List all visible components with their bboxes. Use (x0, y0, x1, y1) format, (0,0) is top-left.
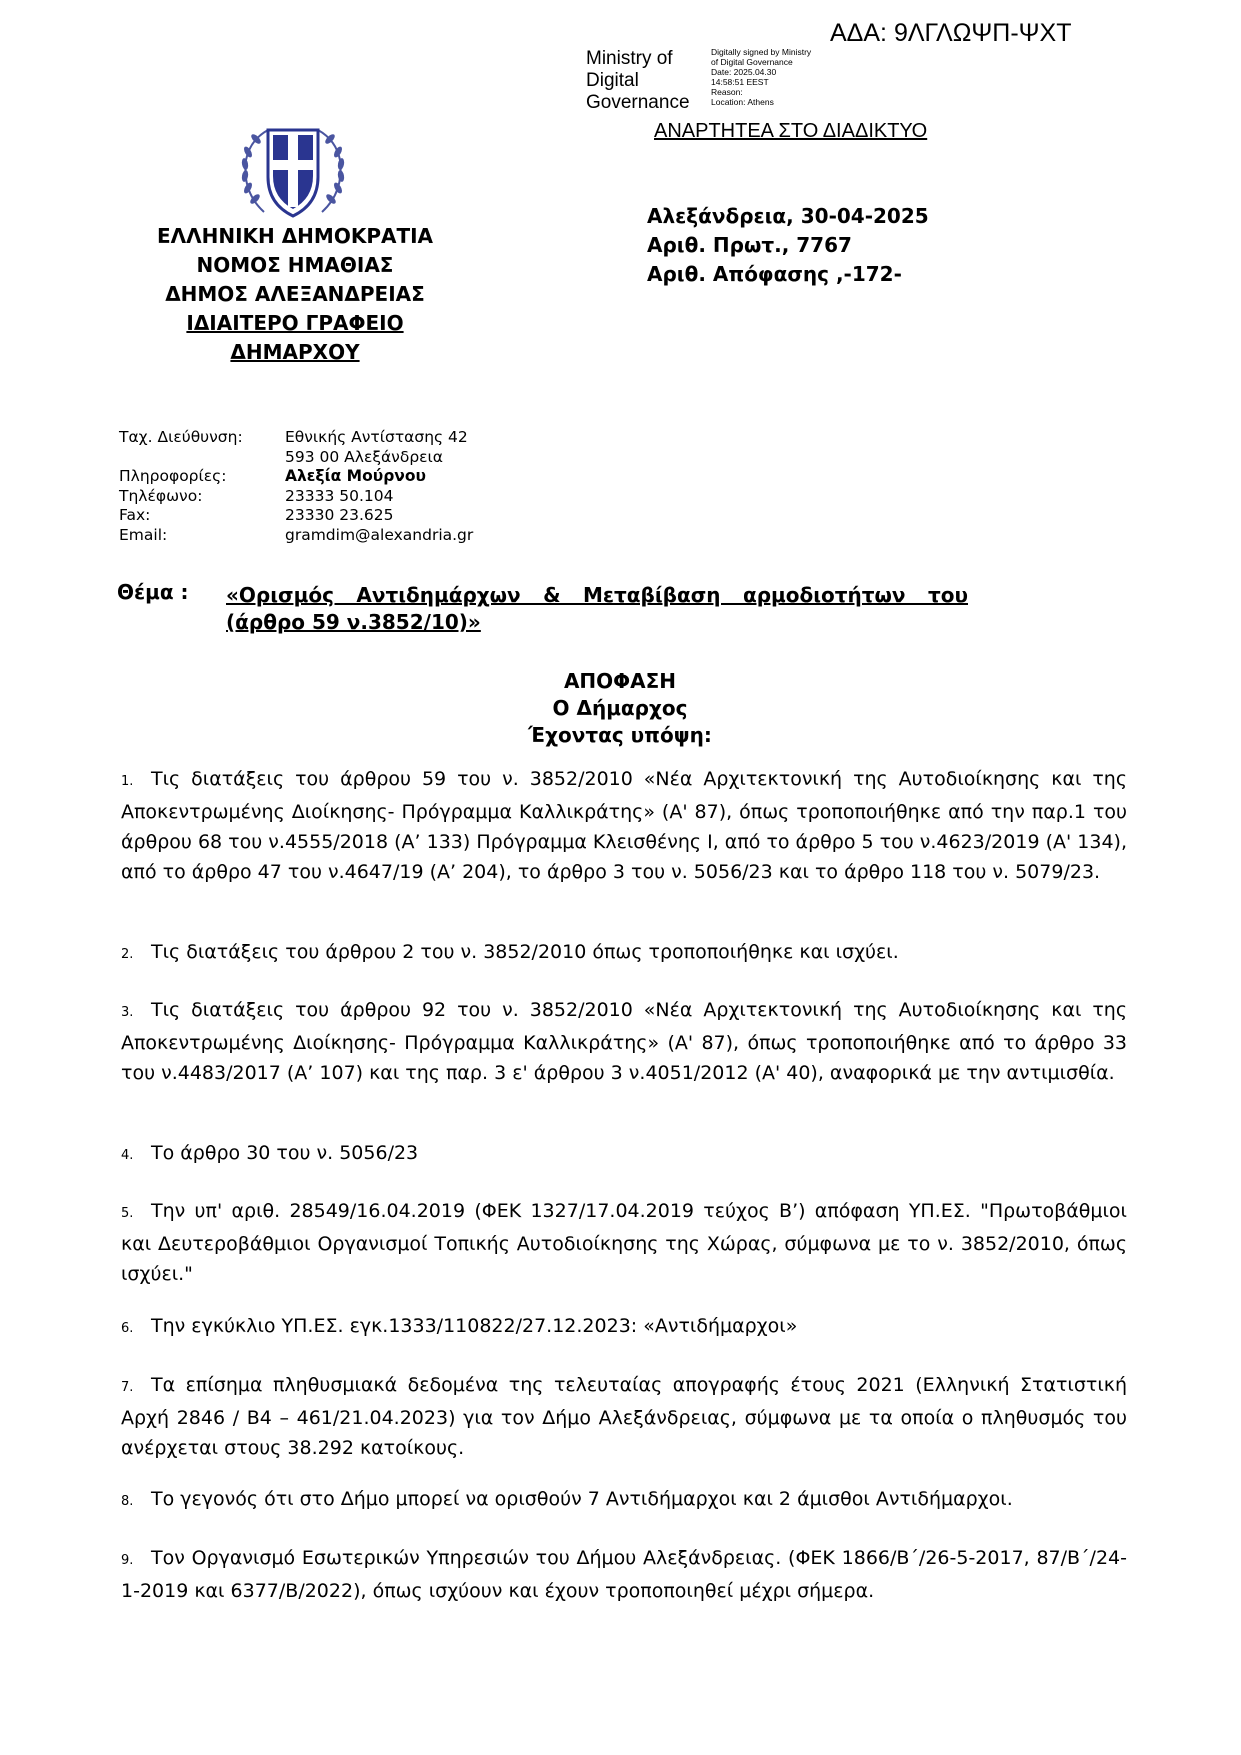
item-text: Το γεγονός ότι στο Δήμο μπορεί να ορισθούν 7 Αντιδήμαρχοι και 2 άμισθοι Αντιδήμαρχοι. (151, 1488, 1013, 1510)
authority-line: ΝΟΜΟΣ ΗΜΑΘΙΑΣ (196, 253, 394, 277)
address-line: 593 00 Αλεξάνδρεια (285, 447, 443, 466)
contact-details (119, 428, 473, 545)
consideration-item (121, 1311, 1127, 1344)
decision-subtitle: Ο Δήμαρχος (552, 696, 688, 720)
consideration-item (121, 995, 1127, 1088)
signature-detail-line: Digitally signed by Ministry (711, 47, 812, 57)
ada-code: ΑΔΑ: 9ΛΓΛΩΨΠ-ΨΧΤ (830, 19, 1072, 47)
decision-title: ΑΠΟΦΑΣΗ (563, 669, 677, 693)
authority-line: ΔΗΜΑΡΧΟΥ (230, 340, 360, 364)
signature-detail-line: of Digital Governance (711, 57, 793, 67)
consideration-item (121, 1543, 1127, 1606)
fax-label: Fax: (119, 506, 151, 524)
item-text: Τον Οργανισμό Εσωτερικών Υπηρεσιών του Δήμου Αλεξάνδρειας. (ΦΕΚ 1866/Β΄/26-5-2017, 87/Β΄/24-1-2019 και 6377/Β/2022), όπως ισχύουν και έχουν τροποποιηθεί μέχρι σήμερα. (121, 1547, 1127, 1602)
signature-detail-line: 14:58:51 EEST (711, 77, 769, 87)
address-line: Εθνικής Αντίστασης 42 (285, 428, 468, 446)
item-text: Την υπ' αριθ. 28549/16.04.2019 (ΦΕΚ 1327/17.04.2019 τεύχος Β’) απόφαση ΥΠ.ΕΣ. "Πρωτοβάθμιοι και Δευτεροβάθμιοι Οργανισμοί Τοπικής Αυτοδιοίκησης της Χώρας, σύμφωνα με το ν. 3852/2010, όπως ισχύει." (121, 1200, 1127, 1285)
item-number: 7. (121, 1380, 134, 1395)
signature-org-line: Ministry of (586, 48, 673, 69)
date-block (647, 202, 929, 289)
phone-value: 23333 50.104 (285, 486, 394, 505)
signature-detail-line: Reason: (711, 87, 743, 97)
publish-note: ΑΝΑΡΤΗΤΕΑ ΣΤΟ ΔΙΑΔΙΚΤΥΟ (654, 120, 928, 142)
authority-line: ΕΛΛΗΝΙΚΗ ΔΗΜΟΚΡΑΤΙΑ (156, 224, 434, 248)
fax-value: 23330 23.625 (285, 506, 394, 524)
signature-detail-line: Date: 2025.04.30 (711, 67, 777, 77)
item-number: 2. (121, 947, 134, 962)
authority-line: ΔΗΜΟΣ ΑΛΕΞΑΝΔΡΕΙΑΣ (165, 282, 425, 306)
consideration-item (121, 764, 1127, 887)
item-number: 3. (121, 1005, 134, 1020)
email-value: gramdim@alexandria.gr (285, 525, 474, 544)
consideration-item (121, 1196, 1127, 1289)
item-text: Το άρθρο 30 του ν. 5056/23 (151, 1142, 419, 1164)
item-text: Τις διατάξεις του άρθρου 59 του ν. 3852/2010 «Νέα Αρχιτεκτονική της Αυτοδιοίκησης και της Αποκεντρωμένης Διοίκησης- Πρόγραμμα Καλλικράτης» (Α' 87), όπως τροποποιήθηκε από την παρ.1 του άρθρου 68 του ν.4555/2018 (Α’ 133) Πρόγραμμα Κλεισθένης Ι, από το άρθρο 5 του ν.4623/2019 (Α' 134), από το άρθρο 47 του ν.4647/19 (Α’ 204), το άρθρο 3 του ν. 5056/23 και το άρθρο 118 του ν. 5079/23. (121, 768, 1127, 883)
decision-heading (420, 668, 820, 749)
consideration-item (121, 937, 1127, 970)
subject-line: «Ορισμός Αντιδημάρχων & Μεταβίβαση αρμοδιοτήτων του (226, 583, 968, 607)
place-date: Αλεξάνδρεια, 30-04-2025 (647, 204, 929, 228)
info-value: Αλεξία Μούρνου (285, 467, 426, 485)
greek-emblem-icon (234, 122, 352, 222)
consideration-item (121, 1138, 1127, 1171)
decision-number: Αριθ. Απόφασης ,-172- (647, 262, 902, 286)
item-text: Τα επίσημα πληθυσμιακά δεδομένα της τελευταίας απογραφής έτους 2021 (Ελληνική Στατιστική Αρχή 2846 / Β4 – 461/21.04.2023) για τον Δήμο Αλεξάνδρειας, σύμφωνα με τα οποία ο πληθυσμός του ανέρχεται στους 38.292 κατοίκους. (121, 1374, 1127, 1459)
subject-line: (άρθρο 59 ν.3852/10)» (226, 610, 481, 634)
item-text: Την εγκύκλιο ΥΠ.ΕΣ. εγκ.1333/110822/27.12.2023: «Αντιδήμαρχοι» (151, 1315, 798, 1337)
signature-details (711, 47, 811, 107)
signature-detail-line: Location: Athens (711, 97, 774, 107)
considering-heading: Έχοντας υπόψη: (528, 723, 712, 747)
consideration-item (121, 1484, 1127, 1517)
subject-label: Θέμα : (117, 580, 189, 604)
address-label: Ταχ. Διεύθυνση: (119, 428, 243, 446)
item-number: 4. (121, 1148, 134, 1163)
item-number: 5. (121, 1206, 134, 1221)
signature-org-line: Governance (586, 92, 690, 113)
signature-org-line: Digital (586, 70, 639, 91)
authority-line: ΙΔΙΑΙΤΕΡΟ ΓΡΑΦΕΙΟ (186, 311, 404, 335)
item-number: 1. (121, 774, 134, 789)
protocol-number: Αριθ. Πρωτ., 7767 (647, 233, 852, 257)
consideration-item (121, 1370, 1127, 1463)
item-number: 9. (121, 1553, 134, 1568)
info-label: Πληροφορίες: (119, 467, 227, 485)
item-number: 6. (121, 1321, 134, 1336)
issuing-authority (130, 222, 460, 367)
email-label: Email: (119, 525, 168, 544)
signature-organization (586, 48, 690, 114)
item-number: 8. (121, 1494, 134, 1509)
phone-label: Τηλέφωνο: (119, 486, 203, 505)
item-text: Τις διατάξεις του άρθρου 2 του ν. 3852/2010 όπως τροποποιήθηκε και ισχύει. (151, 941, 899, 963)
item-text: Τις διατάξεις του άρθρου 92 του ν. 3852/2010 «Νέα Αρχιτεκτονική της Αυτοδιοίκησης και της Αποκεντρωμένης Διοίκησης- Πρόγραμμα Καλλικράτης» (Α' 87), όπως τροποποιήθηκε από το άρθρο 33 του ν.4483/2017 (Α’ 107) και της παρ. 3 ε' άρθρου 3 ν.4051/2012 (Α' 40), αναφορικά με την αντιμισθία. (121, 999, 1127, 1084)
